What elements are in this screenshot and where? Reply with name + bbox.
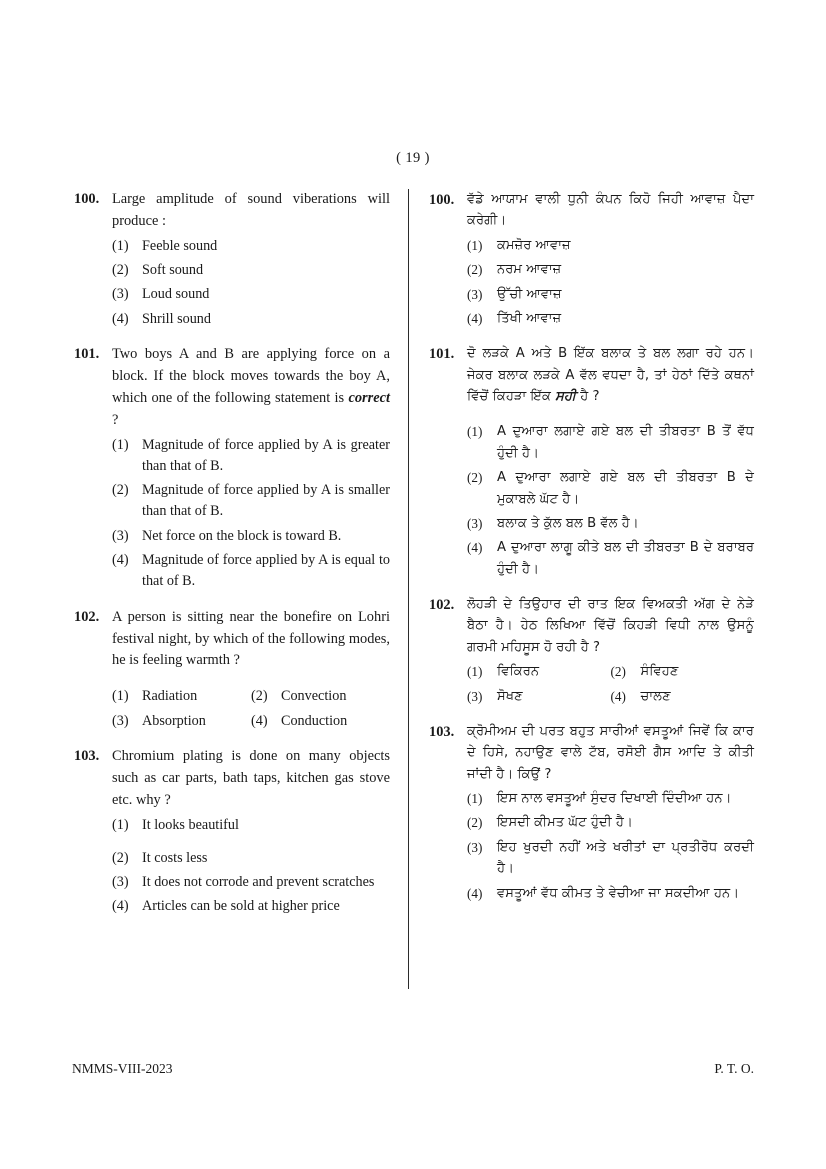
- question-text: ਲੋਹੜੀ ਦੇ ਤਿਉਹਾਰ ਦੀ ਰਾਤ ਇਕ ਵਿਅਕਤੀ ਅੱਗ ਦੇ ਨੇੜੇ ਬੈਠਾ ਹੈ। ਹੇਠ ਲਿਖਿਆ ਵਿੱਚੋਂ ਕਿਹੜੀ ਵਿਧੀ ਨਾਲ ਉਸਨੂੰ ਗਰਮੀ ਮਹਿਸੂਸ ਹੋ ਰਹੀ ਹੈ ?: [467, 597, 754, 655]
- option-text: ਇਹ ਖੁਰਦੀ ਨਹੀਂ ਅਤੇ ਖਰੀਤਾਂ ਦਾ ਪ੍ਰਤੀਰੋਧ ਕਰਦੀ ਹੈ।: [497, 839, 754, 877]
- option-item[interactable]: [112, 872, 390, 893]
- option-text: ਸੋਖਣ: [497, 688, 523, 704]
- option-label: (1): [467, 237, 483, 253]
- option-text: ਇਸਦੀ ਕੀਮਤ ਘੱਟ ਹੁੰਦੀ ਹੈ।: [497, 815, 633, 831]
- option-label: (1): [467, 664, 483, 680]
- question-text-part2: ਹੈ ?: [576, 389, 600, 404]
- punjabi-column: [409, 189, 754, 989]
- option-text: Conduction: [281, 712, 348, 729]
- question-number: 100.: [429, 192, 455, 208]
- question-number: 102.: [429, 597, 455, 613]
- option-item[interactable]: [467, 235, 754, 256]
- option-text: Shrill sound: [142, 310, 211, 327]
- option-item[interactable]: [467, 812, 754, 833]
- option-item[interactable]: [611, 661, 755, 682]
- option-item[interactable]: [112, 896, 390, 917]
- option-text: Convection: [281, 688, 347, 705]
- option-label: (4): [610, 688, 626, 704]
- question-text-part1: Two boys A and B are applying force on a block. If the block moves towards the boy A, which one of the following statement is: [112, 345, 390, 406]
- options-list: [467, 661, 754, 710]
- option-item[interactable]: [112, 815, 390, 836]
- question-body: [467, 721, 754, 907]
- question-block: [427, 594, 754, 710]
- option-text: ਇਸ ਨਾਲ ਵਸਤੂਆਂ ਸੁੰਦਰ ਦਿਖਾਈ ਦਿੰਦੀਆ ਹਨ।: [497, 791, 732, 806]
- question-text: ਵੱਡੇ ਆਯਾਮ ਵਾਲੀ ਧੁਨੀ ਕੰਪਨ ਕਿਹੋ ਜਿਹੀ ਆਵਾਜ਼ ਪੈਦਾ ਕਰੇਗੀ।: [467, 192, 754, 229]
- question-body: [112, 189, 390, 333]
- question-text: [112, 344, 390, 432]
- question-body: [112, 607, 390, 735]
- options-list: [112, 686, 390, 735]
- option-text: Feeble sound: [142, 237, 218, 254]
- options-list: [467, 421, 754, 580]
- question-text-emphasis: correct: [348, 389, 390, 406]
- question-body: [467, 189, 754, 332]
- option-item[interactable]: [112, 711, 251, 732]
- question-text: [467, 343, 754, 407]
- option-label: (3): [112, 712, 129, 729]
- option-item[interactable]: [112, 480, 390, 523]
- option-label: (2): [610, 664, 626, 680]
- question-number: 100.: [74, 191, 100, 207]
- option-text: ਵਿਕਿਰਨ: [497, 664, 540, 680]
- option-label: (1): [112, 237, 129, 254]
- option-text: Magnitude of force applied by A is smaller than that of B.: [142, 482, 390, 520]
- option-text: Soft sound: [142, 262, 204, 279]
- option-text: ਕਮਜ਼ੋਰ ਆਵਾਜ਼: [497, 237, 571, 253]
- option-item[interactable]: [112, 686, 251, 707]
- question-number: 103.: [74, 747, 100, 764]
- option-label: (2): [467, 262, 483, 278]
- options-list: [112, 236, 390, 330]
- question-text-emphasis: ਸਹੀ: [555, 389, 576, 404]
- option-item[interactable]: [467, 686, 611, 707]
- option-label: (1): [467, 424, 483, 440]
- option-item[interactable]: [251, 711, 390, 732]
- option-label: (3): [467, 688, 483, 704]
- option-item[interactable]: [251, 686, 390, 707]
- question-number: 101.: [74, 345, 100, 362]
- option-text: ਤਿੱਖੀ ਆਵਾਜ਼: [497, 310, 562, 326]
- option-text: It looks beautiful: [142, 816, 239, 833]
- footer-turn-over: P. T. O.: [714, 1061, 754, 1076]
- option-label: (3): [467, 839, 483, 855]
- option-item[interactable]: [112, 550, 390, 593]
- question-number: 101.: [429, 346, 455, 363]
- option-label: (3): [112, 527, 129, 544]
- options-list: [112, 815, 390, 918]
- option-text: ਸੰਵਿਹਣ: [640, 664, 679, 680]
- option-item[interactable]: [112, 435, 390, 478]
- option-label: (2): [467, 470, 483, 486]
- option-text: ਨਰਮ ਆਵਾਜ਼: [497, 262, 562, 278]
- option-text: ਚਾਲਣ: [640, 688, 671, 704]
- option-item[interactable]: [467, 284, 754, 305]
- option-item[interactable]: [467, 308, 754, 329]
- option-label: (3): [112, 286, 129, 303]
- option-text: Absorption: [142, 712, 206, 729]
- option-item[interactable]: [112, 309, 390, 330]
- question-body: [112, 344, 390, 596]
- option-label: (4): [112, 310, 129, 327]
- question-text-part1: ਦੋ ਲੜਕੇ A ਅਤੇ B ਇੱਕ ਬਲਾਕ ਤੇ ਬਲ ਲਗਾ ਰਹੇ ਹਨ। ਜੇਕਰ ਬਲਾਕ ਲੜਕੇ A ਵੱਲ ਵਧਦਾ ਹੈ, ਤਾਂ ਹੇਠਾਂ ਦਿੱਤੇ ਕਥਨਾਂ ਵਿੱਚੋਂ ਕਿਹੜਾ ਇੱਕ: [467, 346, 754, 404]
- question-block: [427, 189, 754, 332]
- options-list: [467, 235, 754, 330]
- option-text: It costs less: [142, 849, 208, 866]
- option-text: Articles can be sold at higher price: [142, 898, 340, 915]
- option-label: (2): [112, 482, 129, 499]
- option-item[interactable]: [467, 259, 754, 280]
- option-label: (1): [112, 816, 129, 833]
- option-label: (4): [467, 885, 483, 901]
- option-item[interactable]: [112, 848, 390, 869]
- option-item[interactable]: [467, 421, 754, 464]
- option-text: ਵਸਤੂਆਂ ਵੱਧ ਕੀਮਤ ਤੇ ਵੇਚੀਆ ਜਾ ਸਕਦੀਆ ਹਨ।: [497, 885, 740, 901]
- spacer: [112, 839, 390, 848]
- question-block: [72, 746, 390, 921]
- option-item[interactable]: [467, 837, 754, 880]
- question-number: 103.: [429, 723, 455, 740]
- option-label: (4): [467, 540, 483, 556]
- option-text: A ਦੁਆਰਾ ਲਗਾਏ ਗਏ ਬਲ ਦੀ ਤੀਬਰਤਾ B ਦੇ ਮੁਕਾਬਲੇ ਘੱਟ ਹੈ।: [497, 470, 754, 507]
- option-item[interactable]: [467, 883, 754, 904]
- option-text: A ਦੁਆਰਾ ਲਾਗੂ ਕੀਤੇ ਬਲ ਦੀ ਤੀਬਰਤਾ B ਦੇ ਬਰਾਬਰ ਹੁੰਦੀ ਹੈ।: [497, 540, 754, 577]
- options-list: [112, 435, 390, 593]
- option-label: (4): [251, 712, 268, 729]
- option-item[interactable]: [467, 513, 754, 534]
- option-item[interactable]: [467, 788, 754, 809]
- question-block: [427, 721, 754, 907]
- option-label: (4): [112, 552, 129, 569]
- option-text: Radiation: [142, 688, 198, 705]
- option-label: (3): [467, 515, 483, 531]
- option-label: (4): [467, 310, 483, 326]
- option-item[interactable]: [112, 284, 390, 305]
- two-column-body: [72, 189, 754, 989]
- option-text: ਬਲਾਕ ਤੇ ਕੁੱਲ ਬਲ B ਵੱਲ ਹੈ।: [497, 515, 639, 531]
- spacer: [467, 410, 754, 419]
- option-label: (3): [112, 874, 129, 891]
- question-block: [72, 189, 390, 333]
- spacer: [112, 675, 390, 684]
- option-text: Magnitude of force applied by A is equal to that of B.: [142, 552, 390, 590]
- option-item[interactable]: [112, 526, 390, 547]
- question-body: [467, 594, 754, 710]
- question-text: ਕ੍ਰੋਮੀਅਮ ਦੀ ਪਰਤ ਬਹੁਤ ਸਾਰੀਆਂ ਵਸਤੂਆਂ ਜਿਵੇਂ ਕਿ ਕਾਰ ਦੇ ਹਿਸੇ, ਨਹਾਉਣ ਵਾਲੇ ਟੱਬ, ਰਸੋਈ ਗੈਸ ਆਦਿ ਤੇ ਕੀਤੀ ਜਾਂਦੀ ਹੈ। ਕਿਉਂ ?: [467, 723, 754, 782]
- option-label: (1): [112, 436, 129, 453]
- option-label: (2): [251, 688, 268, 705]
- question-block: [72, 344, 390, 596]
- option-text: Net force on the block is toward B.: [142, 527, 342, 544]
- english-column: [72, 189, 408, 989]
- option-item[interactable]: [467, 661, 611, 682]
- option-item[interactable]: [467, 537, 754, 580]
- option-label: (2): [112, 262, 129, 279]
- option-text: Magnitude of force applied by A is greater than that of B.: [142, 436, 390, 474]
- question-text-part2: ?: [112, 411, 119, 428]
- page-footer: [72, 1061, 754, 1077]
- option-text: ਉੱਚੀ ਆਵਾਜ਼: [497, 286, 562, 302]
- question-text: Large amplitude of sound viberations will produce :: [112, 191, 390, 229]
- question-text: Chromium plating is done on many objects such as car parts, bath taps, kitchen gas stove etc. why ?: [112, 747, 390, 808]
- option-item[interactable]: [112, 236, 390, 257]
- page-number: ( 19 ): [396, 150, 430, 166]
- option-item[interactable]: [112, 260, 390, 281]
- option-item[interactable]: [611, 686, 755, 707]
- footer-exam-code: NMMS-VIII-2023: [72, 1061, 173, 1076]
- option-label: (4): [112, 898, 129, 915]
- option-item[interactable]: [467, 467, 754, 510]
- question-body: [112, 746, 390, 921]
- option-text: A ਦੁਆਰਾ ਲਗਾਏ ਗਏ ਬਲ ਦੀ ਤੀਬਰਤਾ B ਤੋਂ ਵੱਧ ਹੁੰਦੀ ਹੈ।: [497, 424, 754, 461]
- option-label: (1): [112, 688, 129, 705]
- option-label: (2): [467, 815, 483, 831]
- question-number: 102.: [74, 608, 100, 625]
- question-block: [72, 607, 390, 735]
- options-list: [467, 788, 754, 904]
- question-block: [427, 343, 754, 583]
- option-text: Loud sound: [142, 286, 210, 303]
- option-label: (3): [467, 286, 483, 302]
- option-text: It does not corrode and prevent scratches: [142, 874, 375, 891]
- question-body: [467, 343, 754, 583]
- option-label: (2): [112, 849, 129, 866]
- question-text: A person is sitting near the bonefire on Lohri festival night, by which of the following modes, he is feeling warmth ?: [112, 608, 390, 669]
- option-label: (1): [467, 791, 483, 806]
